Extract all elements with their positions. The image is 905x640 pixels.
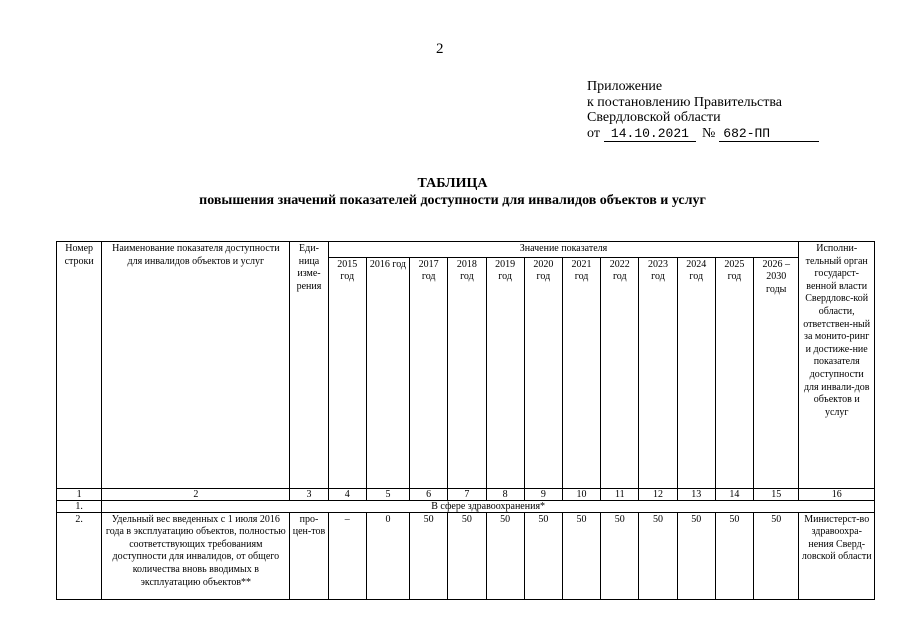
- indicator-name: Удельный вес введенных с 1 июля 2016 года в эксплуатацию объектов, полностью соответствующих требованиям доступности для инвалидов, от общего количества вновь вводимых в эксплуатацию объектов**: [102, 512, 290, 599]
- value-cell: 50: [524, 512, 562, 599]
- column-number: 13: [677, 488, 715, 500]
- value-cell: 50: [410, 512, 448, 599]
- indicator-unit: про-цен-тов: [290, 512, 328, 599]
- document-title: [0, 175, 905, 209]
- value-cell: 50: [562, 512, 600, 599]
- column-number: 16: [799, 488, 875, 500]
- table-row: [57, 512, 875, 599]
- title-line-2: повышения значений показателей доступности для инвалидов объектов и услуг: [199, 193, 706, 208]
- header-value-group: Значение показателя: [328, 242, 799, 258]
- header-executor: Исполни-тельный орган государст-венной власти Свердловс-кой области, ответствен-ный за монито-ринг и достиже-ние показателя доступности для инвали-дов объектов и услуг: [799, 242, 875, 489]
- header-year: 2026 – 2030 годы: [754, 257, 799, 488]
- header-year: 2022 год: [601, 257, 639, 488]
- page-number: 2: [436, 41, 444, 57]
- value-cell: 50: [486, 512, 524, 599]
- header-year: 2019 год: [486, 257, 524, 488]
- value-cell: 0: [366, 512, 409, 599]
- appendix-line-2: к постановлению Правительства: [587, 94, 783, 110]
- header-year: 2021 год: [562, 257, 600, 488]
- value-cell: 50: [754, 512, 799, 599]
- section-title: В сфере здравоохранения*: [102, 500, 875, 512]
- column-number: 3: [290, 488, 328, 500]
- header-row: [57, 242, 875, 258]
- column-number: 9: [524, 488, 562, 500]
- header-year: 2015 год: [328, 257, 366, 488]
- header-year: 2017 год: [410, 257, 448, 488]
- header-year: 2023 год: [639, 257, 677, 488]
- date-prefix: от: [587, 125, 600, 141]
- value-cell: 50: [639, 512, 677, 599]
- value-cell: –: [328, 512, 366, 599]
- appendix-block: [587, 79, 819, 142]
- header-year: 2018 год: [448, 257, 486, 488]
- row-number: 2.: [57, 512, 102, 599]
- header-row-number: Номер строки: [57, 242, 102, 489]
- column-number: 5: [366, 488, 409, 500]
- value-cell: 50: [677, 512, 715, 599]
- header-unit: Еди-ница изме-рения: [290, 242, 328, 489]
- header-year: 2020 год: [524, 257, 562, 488]
- executor-cell: Министерст-во здравоохра-нения Сверд-ловской области: [799, 512, 875, 599]
- header-year: 2016 год: [366, 257, 409, 488]
- header-indicator-name: Наименование показателя доступности для инвалидов объектов и услуг: [102, 242, 290, 489]
- appendix-line-3: Свердловской области: [587, 110, 721, 125]
- column-number: 2: [102, 488, 290, 500]
- decree-number: 682-ПП: [719, 127, 819, 142]
- column-number: 14: [715, 488, 753, 500]
- column-numbers-row: [57, 488, 875, 500]
- column-number: 7: [448, 488, 486, 500]
- column-number: 10: [562, 488, 600, 500]
- appendix-line-1: Приложение: [587, 79, 663, 94]
- title-line-1: ТАБЛИЦА: [417, 176, 488, 191]
- column-number: 8: [486, 488, 524, 500]
- value-cell: 50: [601, 512, 639, 599]
- column-number: 1: [57, 488, 102, 500]
- header-year: 2024 год: [677, 257, 715, 488]
- column-number: 12: [639, 488, 677, 500]
- indicators-table: [56, 241, 875, 600]
- section-row: [57, 500, 875, 512]
- column-number: 15: [754, 488, 799, 500]
- value-cell: 50: [715, 512, 753, 599]
- section-number: 1.: [57, 500, 102, 512]
- number-prefix: №: [701, 125, 716, 141]
- header-year: 2025 год: [715, 257, 753, 488]
- column-number: 6: [410, 488, 448, 500]
- decree-date: 14.10.2021: [604, 127, 696, 142]
- value-cell: 50: [448, 512, 486, 599]
- column-number: 4: [328, 488, 366, 500]
- column-number: 11: [601, 488, 639, 500]
- decree-line: [587, 126, 819, 142]
